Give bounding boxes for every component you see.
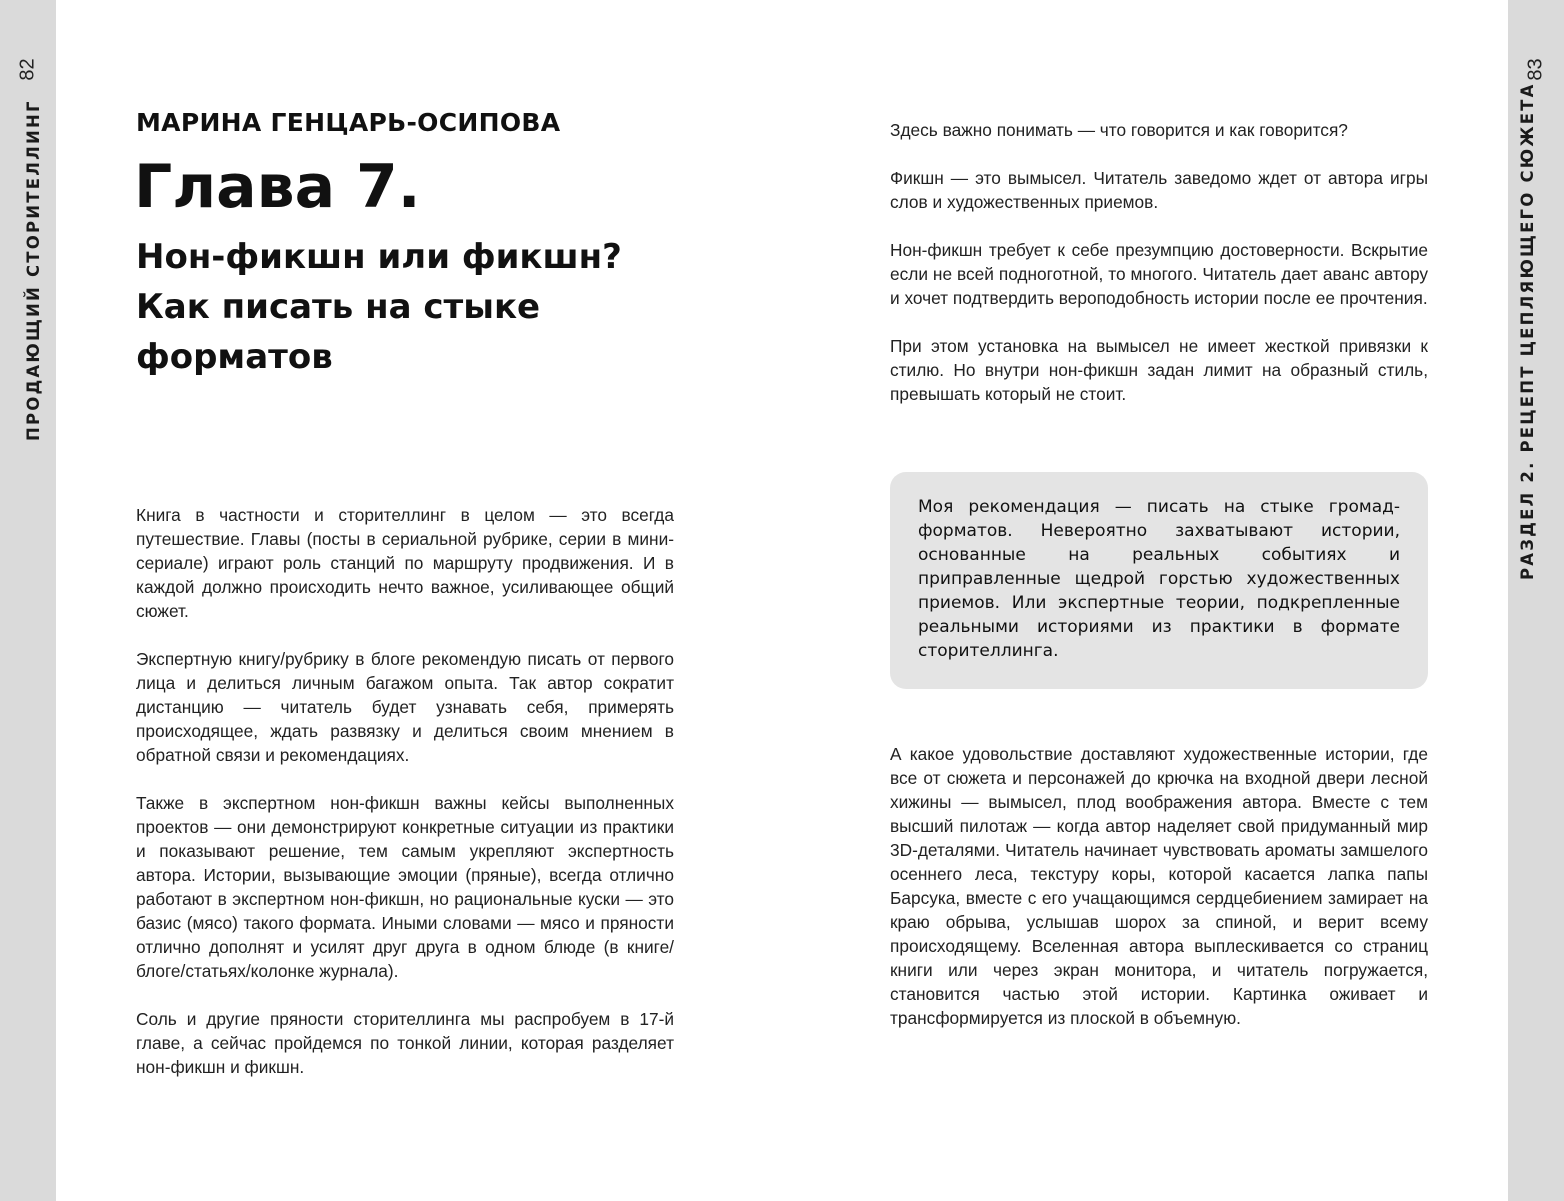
author-name: МАРИНА ГЕНЦАРЬ-ОСИПОВА (136, 108, 561, 137)
left-body-text (136, 503, 674, 1103)
paragraph: Также в экспертном нон-фикшн важны кейсы выполненных проектов — они демонстрируют конкретные ситуации из практики и показывают решение, тем самым укрепляют экспертность автора. Истории, вызывающие эмоции (пряные), всегда отлично работают в экспертном нон-фикшн, но рациональные куски — это базис (мясо) такого формата. Иными словами — мясо и пряности отлично дополнят и усилят друг друга в одном блюде (в книге/блоге/статьях/колонке журнала). (136, 793, 674, 981)
right-body-text-top (890, 118, 1428, 430)
paragraph: Соль и другие пряности сторителлинга мы распробуем в 17-й главе, а сейчас пройдемся по тонкой линии, которая разделяет нон-фикшн и фикшн. (136, 1009, 674, 1077)
paragraph: Здесь важно понимать — что говорится и как говорится? (890, 120, 1348, 140)
paragraph: А какое удовольствие доставляют художественные истории, где все от сюжета и персонажей до крючка на входной двери лесной хижины — вымысел, плод воображения автора. Вместе с тем высший пилотаж — когда автор наделяет свой придуманный мир 3D-деталями. Читатель начинает чувствовать ароматы замшелого осеннего леса, текстуру коры, которой касается лапка папы Барсука, вместе с его учащающимся сердцебиением замирает на краю обрыва, услышав шорох за спиной, и верит всему происходящему. Вселенная автора выплескивается со страниц книги или через экран монитора, и читатель погружается, становится частью этой истории. Картинка оживает и трансформируется из плоской в объемную. (890, 744, 1428, 1028)
running-title-right: РАЗДЕЛ 2. РЕЦЕПТ ЦЕПЛЯЮЩЕГО СЮЖЕТА (1518, 82, 1537, 580)
left-side-strip (0, 0, 56, 1201)
paragraph: Экспертную книгу/рубрику в блоге рекомендую писать от первого лица и делиться личным багажом опыта. Так автор сократит дистанцию — читатель будет узнавать себя, примерять происходящее, ждать развязку и делиться своим мнением в обратной связи и рекомендациях. (136, 649, 674, 765)
paragraph: Книга в частности и сторителлинг в целом — это всегда путешествие. Главы (посты в сериальной рубрике, серии в мини-сериале) играют роль станций по маршруту продвижения. И в каждой должно происходить нечто важное, усиливающее общий сюжет. (136, 505, 674, 621)
paragraph: При этом установка на вымысел не имеет жесткой привязки к стилю. Но внутри нон-фикшн задан лимит на образный стиль, превышать который не стоит. (890, 336, 1428, 404)
page-number-left: 82 (16, 58, 39, 81)
chapter-number: Глава 7. (134, 152, 421, 222)
running-title-left: ПРОДАЮЩИЙ СТОРИТЕЛЛИНГ (24, 99, 43, 441)
callout-text: Моя рекомендация — писать на стыке громад-форматов. Невероятно захватывают истории, основанные на реальных событиях и приправленные щедрой горстью художественных приемов. Или экспертные теории, подкрепленные реальными историями из практики в формате сторителлинга. (918, 497, 1400, 661)
chapter-title: Нон-фикшн или фикшн? Как писать на стыке форматов (136, 237, 622, 377)
paragraph: Фикшн — это вымысел. Читатель заведомо ждет от автора игры слов и художественных приемов. (890, 168, 1428, 212)
right-body-text-bottom (890, 742, 1428, 1054)
recommendation-callout (890, 472, 1428, 689)
page-number-right: 83 (1524, 58, 1547, 81)
paragraph: Нон-фикшн требует к себе презумпцию достоверности. Вскрытие если не всей подноготной, то многого. Читатель дает аванс автору и хочет подтвердить вероподобность истории после ее прочтения. (890, 240, 1428, 308)
